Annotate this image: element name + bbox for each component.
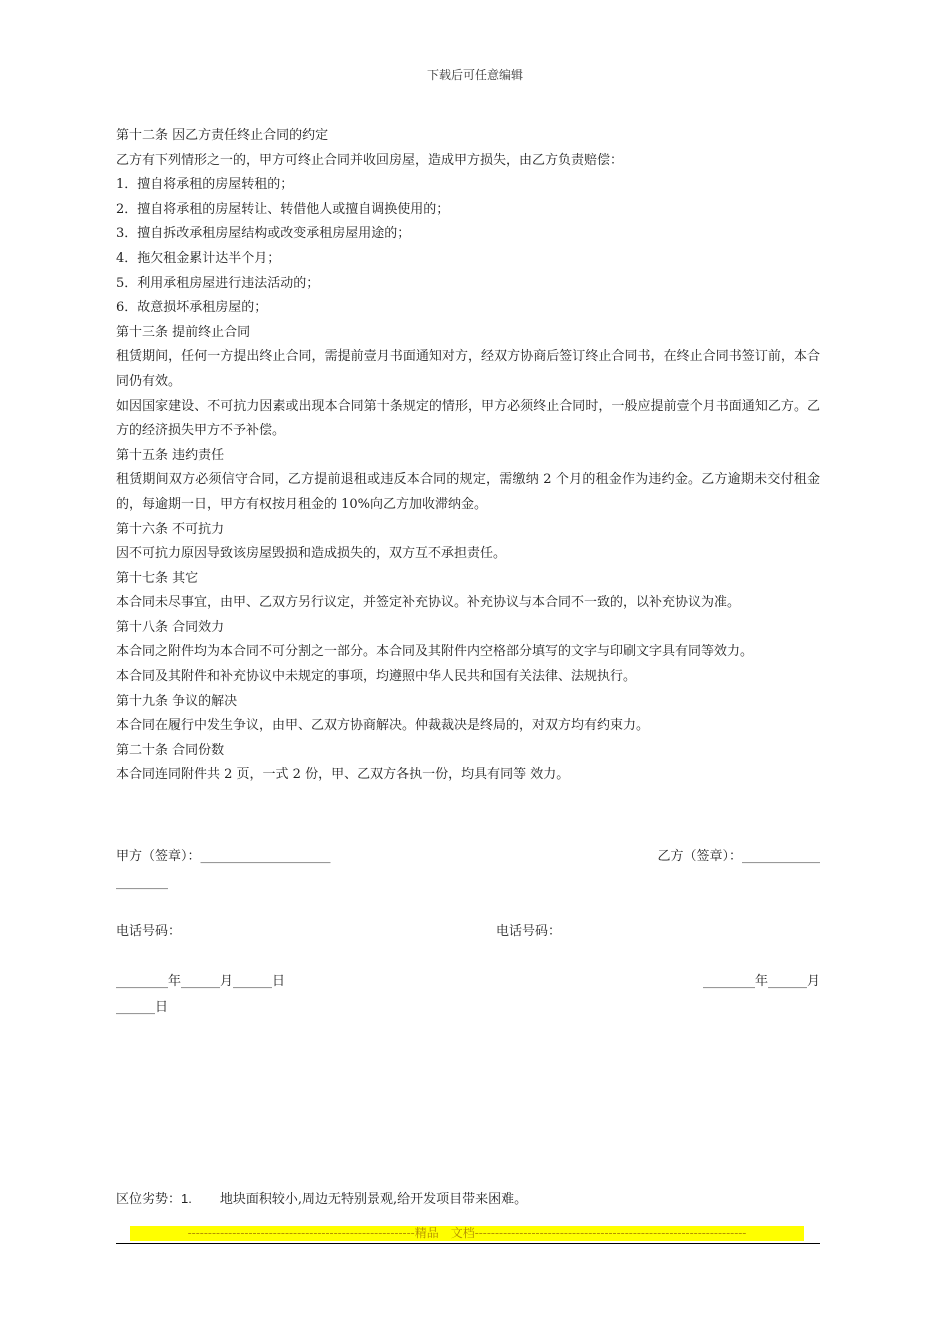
article-19 xyxy=(116,690,820,739)
article-18 xyxy=(116,616,820,690)
list-item: 5．利用承租房屋进行违法活动的； xyxy=(116,275,320,291)
signature-block xyxy=(116,844,820,896)
party-a-date: ________年______月______日 xyxy=(116,974,286,989)
article-title: 第十二条 因乙方责任终止合同的约定 xyxy=(116,128,329,143)
article-text: 租赁期间双方必须信守合同，乙方提前退租或违反本合同的规定，需缴纳 2 个月的租金作为违约金。乙方逾期未交付租金的，每逾期一日，甲方有权按月租金的 10%向乙方加收滞纳金。 xyxy=(116,472,820,512)
article-text: 本合同之附件均为本合同不可分割之一部分。本合同及其附件内空格部分填写的文字与印刷文字具有同等效力。 xyxy=(116,644,754,660)
list-item: 3．擅自拆改承租房屋结构或改变承租房屋用途的； xyxy=(116,226,411,242)
article-text: 租赁期间，任何一方提出终止合同，需提前壹月书面通知对方，经双方协商后签订终止合同书，在终止合同书签订前，本合同仍有效。 xyxy=(116,349,820,389)
article-title: 第十六条 不可抗力 xyxy=(116,521,225,537)
party-b-phone: 电话号码： xyxy=(496,924,562,939)
article-text: 本合同连同附件共 2 页，一式 2 份，甲、乙双方各执一份，均具有同等 效力。 xyxy=(116,767,570,783)
page-header: 下载后可任意编辑 xyxy=(426,68,523,82)
article-title: 第十三条 提前终止合同 xyxy=(116,324,251,340)
article-title: 第二十条 合同份数 xyxy=(116,742,225,758)
list-item: 6．故意损坏承租房屋的； xyxy=(116,300,268,316)
article-text: 本合同未尽事宜，由甲、乙双方另行议定，并签定补充协议。补充协议与本合同不一致的，以补充协议为准。 xyxy=(116,595,741,611)
article-text: 如因国家建设、不可抗力因素或出现本合同第十条规定的情形，甲方必须终止合同时，一般应提前壹个月书面通知乙方。乙方的经济损失甲方不予补偿。 xyxy=(116,398,820,439)
article-20 xyxy=(116,739,820,788)
party-b-signature: 乙方（签章）：____________ xyxy=(657,849,820,864)
article-text: 本合同及其附件和补充协议中未规定的事项，均遵照中华人民共和国有关法律、法规执行。 xyxy=(116,669,637,685)
article-12 xyxy=(116,124,820,321)
article-title: 第十九条 争议的解决 xyxy=(116,693,238,709)
party-b-signature-cont: ________ xyxy=(116,875,168,890)
article-16 xyxy=(116,518,820,567)
contract-body xyxy=(116,124,820,788)
article-title: 第十五条 违约责任 xyxy=(116,447,225,463)
list-item: 2．擅自将承租的房屋转让、转借他人或擅自调换使用的； xyxy=(116,201,450,217)
party-a-signature: 甲方（签章）：____________________ xyxy=(116,849,331,864)
location-disadvantage xyxy=(116,1188,527,1207)
article-17 xyxy=(116,567,820,616)
phone-block xyxy=(116,919,820,945)
article-text: 因不可抗力原因导致该房屋毁损和造成损失的，双方互不承担责任。 xyxy=(116,546,507,562)
article-15 xyxy=(116,444,820,518)
list-item: 4．拖欠租金累计达半个月； xyxy=(116,250,281,266)
disadvantage-number: 1. xyxy=(181,1191,192,1206)
article-13 xyxy=(116,321,820,444)
footer-rule xyxy=(116,1243,820,1244)
list-item: 1．擅自将承租的房屋转租的； xyxy=(116,177,294,193)
party-a-phone: 电话号码： xyxy=(116,924,182,939)
disadvantage-text: 地块面积较小,周边无特别景观,给开发项目带来困难。 xyxy=(219,1192,528,1207)
party-b-date: ________年______月 xyxy=(702,974,820,989)
date-block xyxy=(116,969,820,1021)
party-b-date-cont: ______日 xyxy=(116,1000,169,1015)
article-text: 本合同在履行中发生争议，由甲、乙双方协商解决。仲裁裁决是终局的，对双方均有约束力。 xyxy=(116,718,650,734)
article-title: 第十七条 其它 xyxy=(116,570,199,586)
footer-banner: --------------------------------------------------------精品 文档------------------------------------------------------------------- xyxy=(130,1226,804,1241)
article-title: 第十八条 合同效力 xyxy=(116,619,225,635)
disadvantage-label: 区位劣势： xyxy=(116,1192,182,1207)
article-text: 乙方有下列情形之一的，甲方可终止合同并收回房屋，造成甲方损失，由乙方负责赔偿： xyxy=(116,152,624,168)
